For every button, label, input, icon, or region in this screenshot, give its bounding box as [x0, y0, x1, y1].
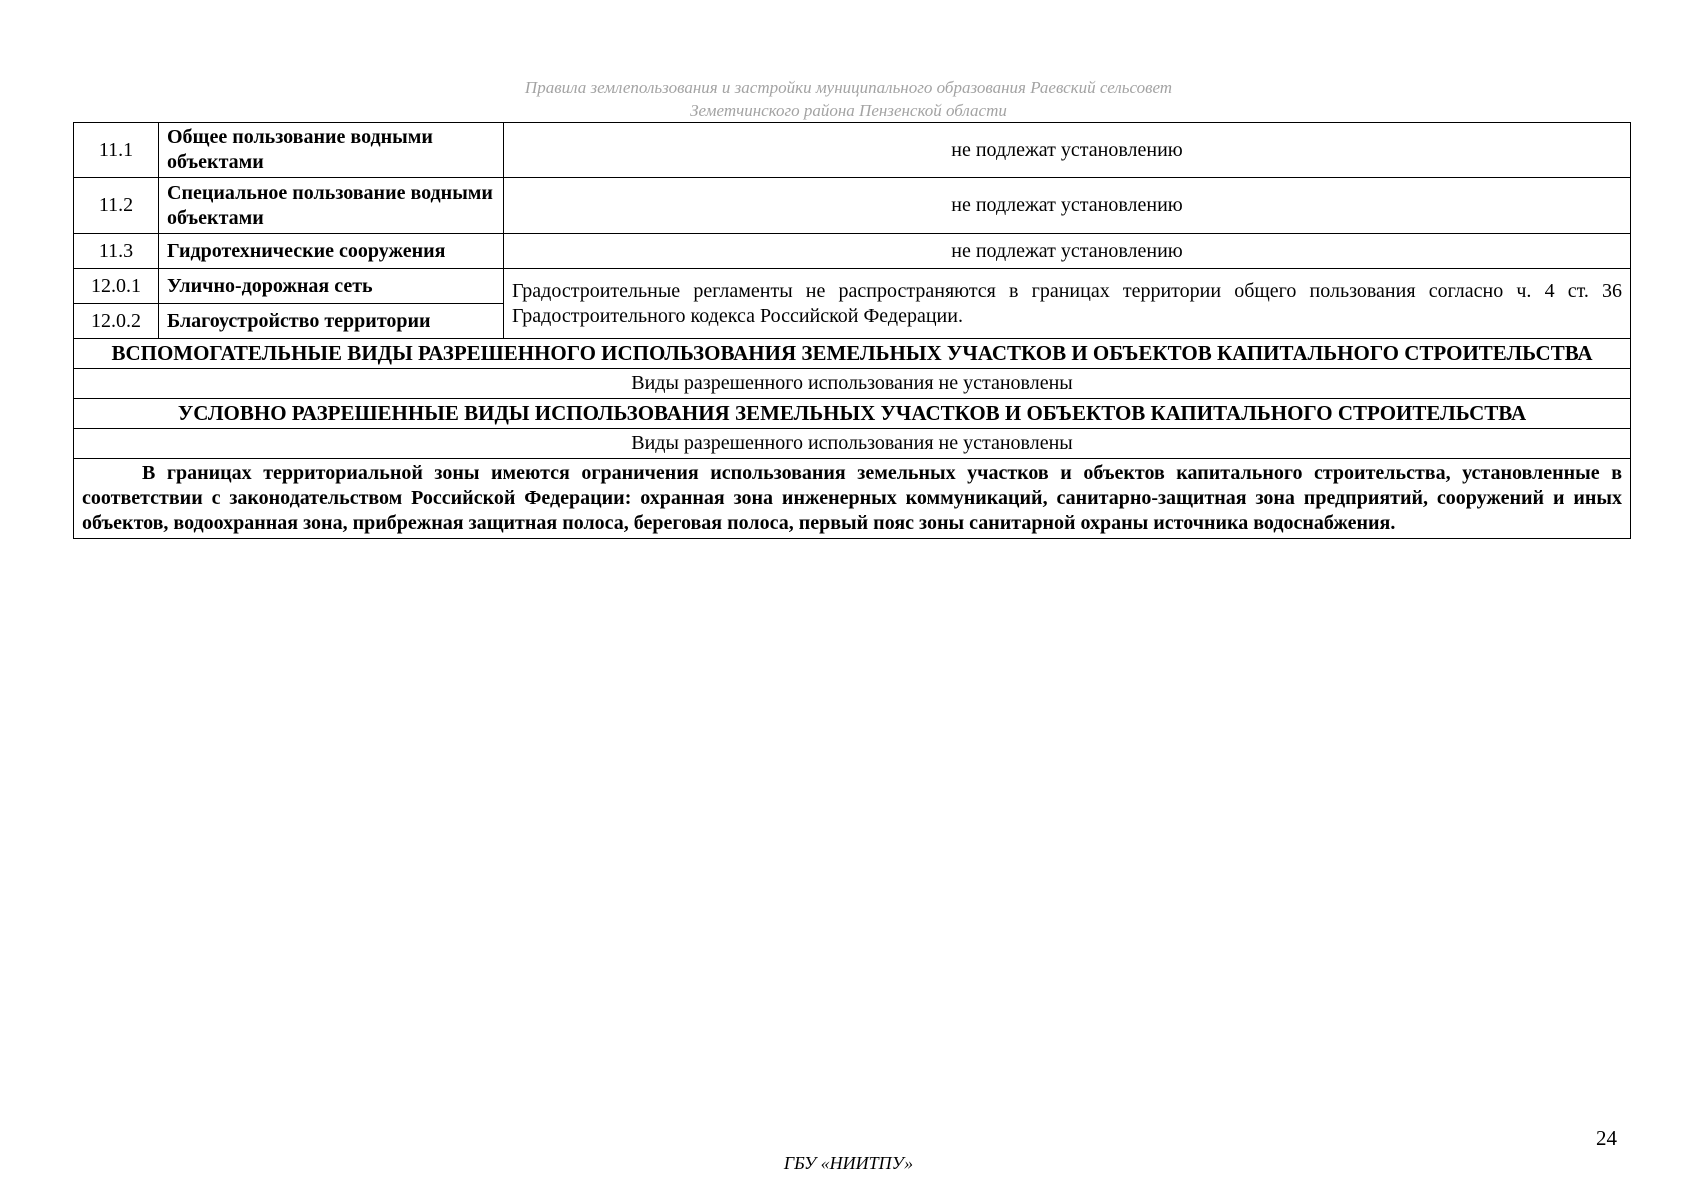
row-code: 11.3	[74, 234, 159, 269]
section-body-row	[74, 369, 1631, 399]
row-code: 11.1	[74, 123, 159, 178]
table-row	[74, 123, 1631, 178]
row-value: не подлежат установлению	[504, 178, 1631, 234]
row-name: Гидротехнические сооружения	[159, 234, 504, 269]
row-name: Общее пользование водными объектами	[159, 123, 504, 178]
row-name: Улично-дорожная сеть	[159, 269, 504, 304]
table-row	[74, 234, 1631, 269]
row-value: не подлежат установлению	[504, 123, 1631, 178]
section-header-row	[74, 339, 1631, 369]
page-number: 24	[1596, 1126, 1617, 1150]
row-code: 12.0.1	[74, 269, 159, 304]
table-row	[74, 269, 1631, 304]
section-body-row	[74, 429, 1631, 459]
header-line-2: Земетчинского района Пензенской области	[690, 101, 1007, 120]
row-name: Благоустройство территории	[159, 304, 504, 339]
regulations-table	[73, 122, 1631, 539]
section-header-row	[74, 399, 1631, 429]
section-title: ВСПОМОГАТЕЛЬНЫЕ ВИДЫ РАЗРЕШЕННОГО ИСПОЛЬЗОВАНИЯ ЗЕМЕЛЬНЫХ УЧАСТКОВ И ОБЪЕКТОВ КАПИТАЛЬНОГО СТРОИТЕЛЬСТВА	[74, 339, 1631, 369]
merged-row-value: Градостроительные регламенты не распространяются в границах территории общего пользования согласно ч. 4 ст. 36 Градостроительного кодекса Российской Федерации.	[504, 269, 1631, 339]
row-code: 12.0.2	[74, 304, 159, 339]
section-body: Виды разрешенного использования не установлены	[74, 369, 1631, 399]
restrictions-note	[74, 459, 1631, 539]
page-header	[0, 76, 1697, 122]
section-body: Виды разрешенного использования не установлены	[74, 429, 1631, 459]
header-line-1: Правила землепользования и застройки муниципального образования Раевский сельсовет	[524, 78, 1173, 97]
page-footer: ГБУ «НИИТПУ»	[783, 1153, 914, 1173]
note-row	[74, 459, 1631, 539]
restrictions-note-text: В границах территориальной зоны имеются ограничения использования земельных участков и объектов капитального строительства, установленные в соответствии с законодательством Российской Федерации: охранная зона инженерных коммуникаций, санитарно-защитная зона предприятий, сооружений и иных объектов, водоохранная зона, прибрежная защитная полоса, береговая полоса, первый пояс зоны санитарной охраны источника водоснабжения.	[82, 462, 1622, 534]
section-title: УСЛОВНО РАЗРЕШЕННЫЕ ВИДЫ ИСПОЛЬЗОВАНИЯ ЗЕМЕЛЬНЫХ УЧАСТКОВ И ОБЪЕКТОВ КАПИТАЛЬНОГО СТРОИТЕЛЬСТВА	[74, 399, 1631, 429]
table-row	[74, 178, 1631, 234]
row-name: Специальное пользование водными объектами	[159, 178, 504, 234]
row-code: 11.2	[74, 178, 159, 234]
row-value: не подлежат установлению	[504, 234, 1631, 269]
